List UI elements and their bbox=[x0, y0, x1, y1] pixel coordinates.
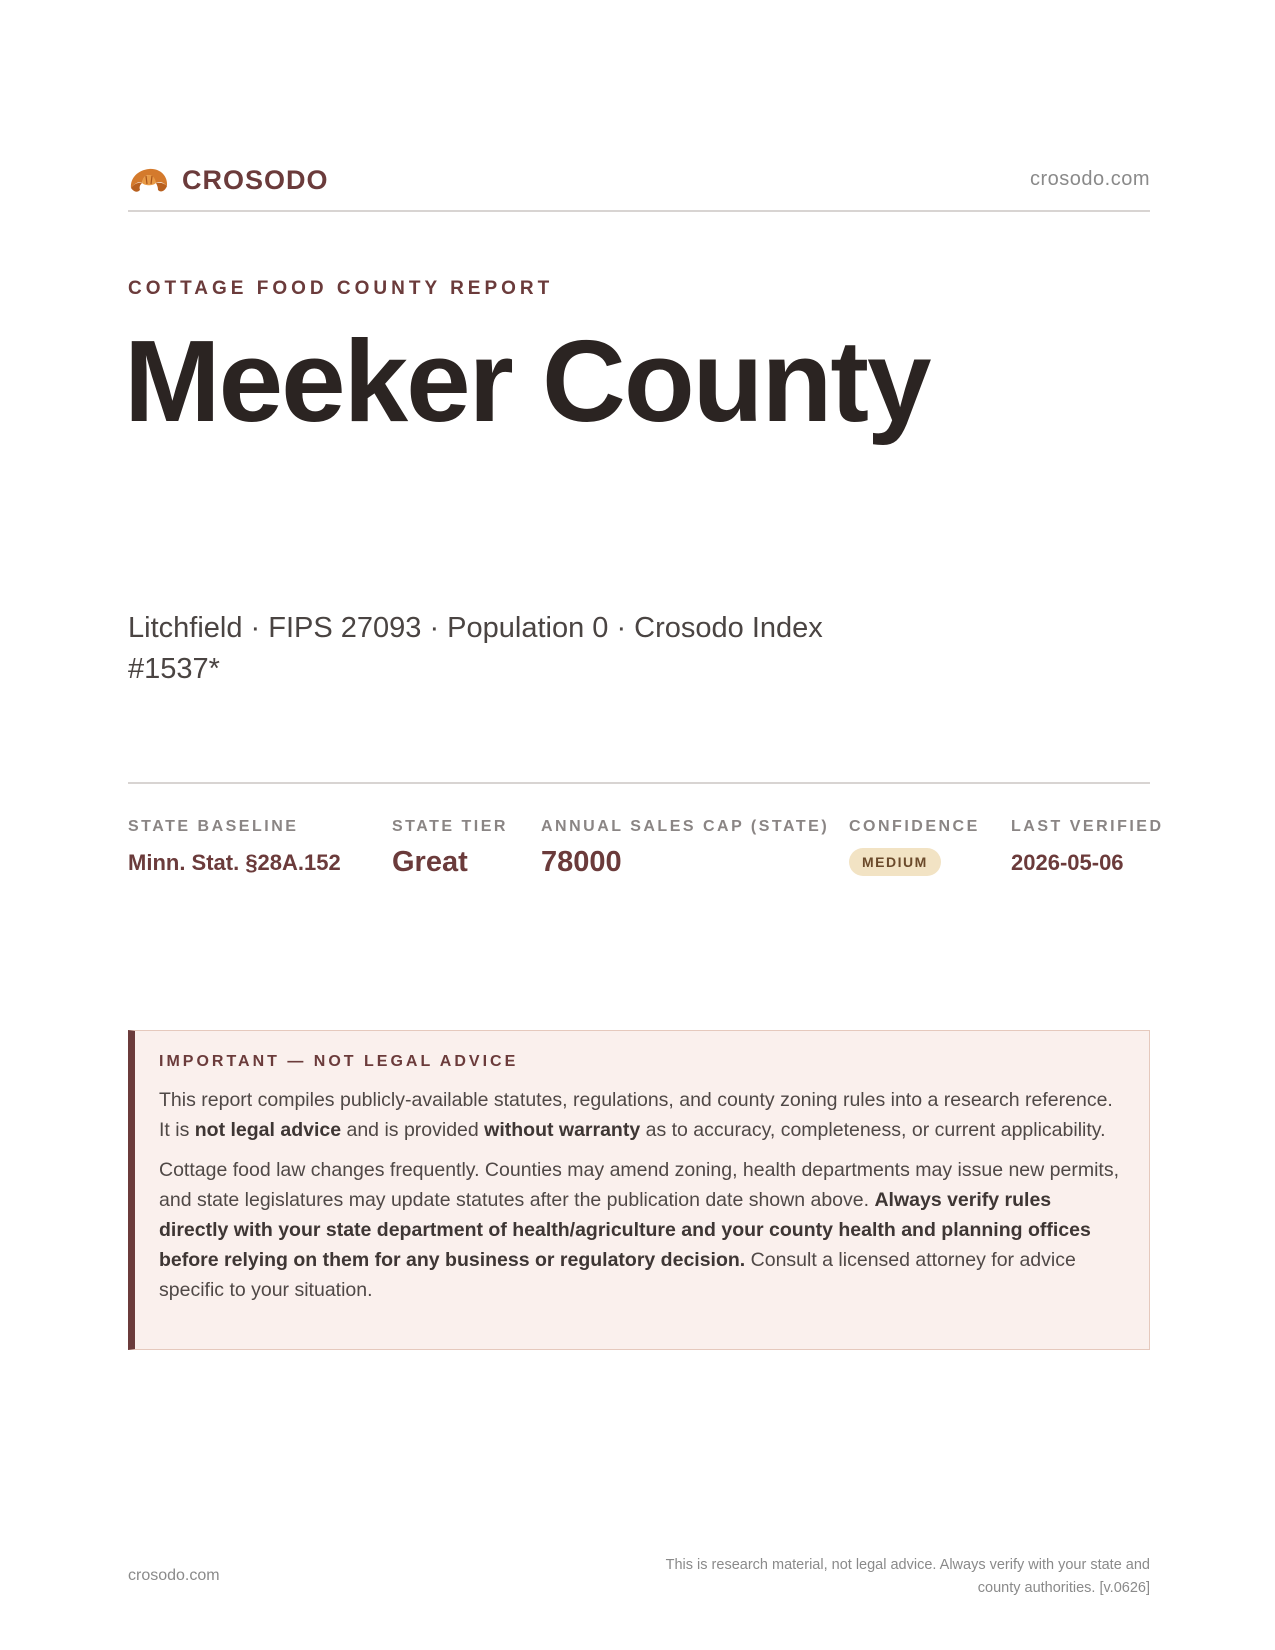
stat-last-verified bbox=[1011, 818, 1164, 876]
brand-name: CROSODO bbox=[182, 164, 329, 195]
report-eyebrow: COTTAGE FOOD COUNTY REPORT bbox=[128, 278, 554, 299]
confidence-badge: MEDIUM bbox=[849, 848, 941, 876]
notice-title: IMPORTANT — NOT LEGAL ADVICE bbox=[159, 1053, 519, 1070]
brand bbox=[128, 162, 329, 198]
section-divider bbox=[128, 782, 1150, 784]
notice-emphasis: Always verify rules directly with your state department of health/agriculture and your county health and planning offices before relying on them for any business or regulatory decision. bbox=[159, 1189, 1091, 1271]
stat-state-baseline bbox=[128, 818, 341, 876]
legal-notice bbox=[128, 1030, 1150, 1350]
header-divider bbox=[128, 210, 1150, 212]
page-title: Meeker County bbox=[124, 316, 930, 446]
notice-paragraph-2 bbox=[159, 1155, 1123, 1305]
stat-confidence bbox=[849, 818, 980, 876]
stat-value: 2026-05-06 bbox=[1011, 850, 1124, 875]
stat-sales-cap bbox=[541, 818, 829, 879]
stat-label: CONFIDENCE bbox=[849, 818, 980, 835]
notice-text: Cottage food law changes frequently. Counties may amend zoning, health departments may issue new permits, and state legislatures may update statutes after the publication date shown above. bbox=[159, 1159, 1119, 1211]
notice-text: as to accuracy, completeness, or current applicability. bbox=[640, 1119, 1106, 1141]
footer-site-link[interactable]: crosodo.com bbox=[128, 1567, 220, 1584]
report-page bbox=[124, 0, 1164, 1650]
notice-emphasis: without warranty bbox=[484, 1119, 641, 1141]
notice-paragraph-1 bbox=[159, 1085, 1123, 1145]
report-subtitle: Litchfield · FIPS 27093 · Population 0 · Crosodo Index #1537* bbox=[128, 612, 823, 685]
stats-row bbox=[128, 818, 1164, 898]
site-link[interactable]: crosodo.com bbox=[1030, 168, 1150, 190]
notice-text: This report compiles publicly-available statutes, regulations, and county zoning rules into a research reference. It is bbox=[159, 1089, 1113, 1141]
notice-emphasis: not legal advice bbox=[194, 1119, 342, 1141]
notice-text: and is provided bbox=[341, 1119, 485, 1141]
croissant-icon bbox=[128, 162, 170, 198]
stat-label: LAST VERIFIED bbox=[1011, 818, 1164, 835]
stat-value: Minn. Stat. §28A.152 bbox=[128, 850, 341, 875]
stat-state-tier bbox=[392, 818, 508, 879]
stat-value: 78000 bbox=[541, 846, 622, 878]
stat-label: ANNUAL SALES CAP (STATE) bbox=[541, 818, 830, 835]
stat-label: STATE TIER bbox=[392, 818, 508, 835]
page-header bbox=[128, 158, 1150, 200]
stat-value: Great bbox=[392, 846, 468, 878]
stat-label: STATE BASELINE bbox=[128, 818, 299, 835]
footer-disclaimer: This is research material, not legal advice. Always verify with your state and county authorities. [v.0626] bbox=[665, 1557, 1150, 1596]
notice-text: Consult a licensed attorney for advice specific to your situation. bbox=[159, 1249, 1076, 1301]
